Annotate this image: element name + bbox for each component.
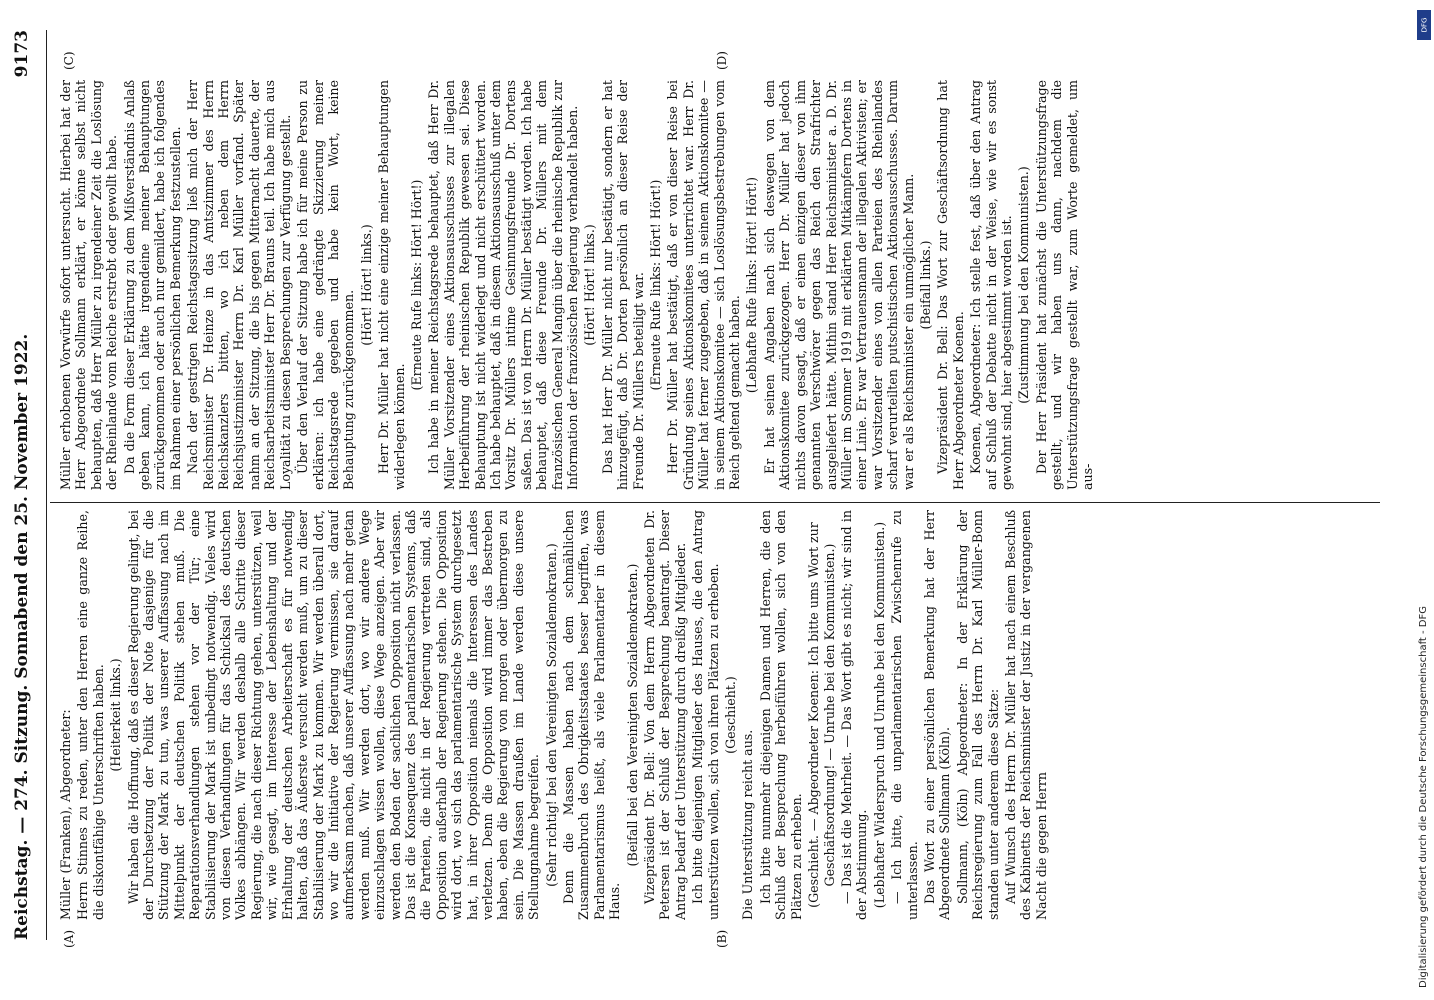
interjection: (Hört! Hört! links.) [582, 224, 598, 346]
interjection: (Lebhafter Widerspruch und Unruhe bei den Kommunisten.) [871, 521, 887, 909]
interjection: (Erneute Rufe links: Hört! Hört!) [408, 179, 424, 391]
paragraph: Herr Dr. Müller hat bestätigt, daß er von dieser Reise bei Gründung seines Aktionskomitees unterrichtet war. Herr Dr. Müller hat ferner zugegeben, daß in seinem Aktionskomitee — in seinem Aktionskomitee — sich Loslösungsbestrebungen vom Reich geltend gemacht haben. [665, 80, 743, 490]
interjection: (Zustimmung bei den Kommunisten.) [1016, 166, 1032, 404]
interjection: (Sehr richtig! bei den Vereinigten Sozialdemokraten.) [543, 543, 559, 887]
interjection: (Beifall bei den Vereinigten Sozialdemokraten.) [624, 563, 640, 867]
paragraph: Sollmann, (Köln) Abgeordneter: In der Erklärung der Reichsregierung zum Fall des Herrn Dr. Karl Müller-Bonn standen unter anderem diese Sätze: [954, 510, 1001, 920]
interjection: (Erneute Rufe links: Hört! Hört!) [648, 179, 664, 391]
paragraph: Er hat seinen Angaben nach sich deswegen von dem Aktionskomitee zurückgezogen. Herr Dr. Müller hat jedoch nichts davon gesagt, daß er einen einzigen dieser von ihm genannten Verschwörer gegen das Reich den Strafrichter ausgeliefert hätte. Mithin stand Herr Reichsminister a. D. Dr. Müller im Sommer 1919 mit erklärten Mitkämpfern Dortens in einer Linie. Er war Vertrauensmann der illegalen Aktivisten; er war Vorsitzender eines von allen Parteien des Rheinlandes scharf verurteilten putschistischen Aktionsausschusses. Darum war er als Reichsminister ein unmöglicher Mann. [761, 80, 916, 490]
interjection: (Geschieht.) [723, 676, 739, 754]
margin-letter-d: (D) [715, 51, 729, 70]
paragraph: Das hat Herr Dr. Müller nicht nur bestätigt, sondern er hat hinzugefügt, daß Dr. Dorten persönlich an dieser Reise der Freunde Dr. Müllers beteiligt war. [599, 80, 646, 490]
paragraph: Auf Wunsch des Herrn Dr. Müller hat nach einem Beschluß des Kabinetts der Reichsminister der Justiz in der vergangenen Nacht die gegen Herrn [1002, 510, 1049, 920]
paragraph: Herrn Stinnes zu reden, unter den Herren eine ganze Reihe, die diskontfähige Unterschriften haben. [75, 510, 106, 920]
paragraph: Koenen, Abgeordneter: Ich stelle fest, daß über den Antrag auf Schluß der Debatte nicht in der Weise, wie wir es sonst gewohnt sind, hier abgestimmt worden ist. [968, 80, 1014, 490]
paragraph: Die Unterstützung reicht aus. [740, 729, 756, 920]
interjection: (Heiterkeit links.) [108, 658, 124, 772]
digitization-note [1418, 8, 1432, 992]
page-number: 9173 [12, 30, 32, 78]
speaker-line: Müller (Franken), Abgeordneter: [58, 709, 73, 920]
paragraph: Wir haben die Hoffnung, daß es dieser Regierung gelingt, bei der Durchsetzung der Politik der Note dasjenige für die Stützung der Mark zu tun, was unserer Auffassung nach im Mittelpunkt der deutschen Politik stehen muß. Die Reparationsverhandlungen stehen vor der Tür; eine Stabilisierung der Mark ist unbedingt notwendig. Vieles wird von diesen Verhandlungen für das Schicksal des deutschen Volkes abhängen. Wir werden deshalb alle Schritte dieser Regierung, die nach dieser Richtung gehen, unterstützen, weil wir, wie gesagt, im Interesse der Lebenshaltung und der Erhaltung der deutschen Arbeiterschaft es für notwendig halten, daß das Äußerste versucht werden muß, um zu dieser Stabilisierung der Mark zu kommen. Wir werden überall dort, wo wir die Initiative der Regierung vermissen, sie darauf aufmerksam machen, daß unserer Auffassung nach mehr getan werden muß. Wir werden dort, wo wir andere Wege einzuschlagen wissen wollen, diese Wege anzeigen. Aber wir werden den Boden der sachlichen Opposition nicht verlassen. Das ist die Konsequenz des parlamentarischen Systems, daß die Parteien, die nicht in der Regierung vertreten sind, als Opposition außerhalb der Regierung stehen. Die Opposition wird dort, wo sich das parlamentarische System durchgesetzt hat, in ihrer Opposition niemals die Interessen des Landes verletzen. Denn die Opposition wird immer das Bestreben haben, eben die Regierung von morgen oder übermorgen zu sein. Die Massen draußen im Lande werden diese unsere Stellungnahme begreifen. [125, 510, 542, 920]
paragraph: Ich bitte diejenigen Mitglieder des Hauses, die den Antrag unterstützen wollen, sich von ihren Plätzen zu erheben. [690, 510, 721, 920]
interjection: (Hört! Hört! links.) [358, 224, 374, 346]
paragraph: Vizepräsident Dr. Bell: Das Wort zur Geschäftsordnung hat Herr Abgeordneter Koenen. [935, 80, 966, 490]
paragraph: Vizepräsident Dr. Bell: Von dem Herrn Abgeordneten Dr. Petersen ist der Schluß der Besprechung beantragt. Dieser Antrag bedarf der Unterstützung durch dreißig Mitglieder. [642, 510, 688, 920]
paragraph: Über den Verlauf der Sitzung habe ich für meine Person zu erklären: ich habe eine gedrängte Skizzierung meiner Reichstagsrede gegeben und habe kein Wort, keine Behauptung zurückgenommen. [295, 80, 357, 490]
dfg-logo: DFG [1417, 10, 1431, 40]
paragraph: Der Herr Präsident hat zunächst die Unterstützungsfrage gestellt, und wir haben uns dann, nachdem die Unterstützungsfrage gestellt war, zum Worte gemeldet, um aus- [1033, 80, 1095, 490]
margin-letter-a: (A) [62, 929, 76, 948]
paragraph: Herr Dr. Müller hat nicht eine einzige meiner Behauptungen widerlegen können. [376, 80, 407, 490]
header-rule [46, 30, 47, 940]
page-header [12, 30, 42, 940]
paragraph: Ich bitte nunmehr diejenigen Damen und Herren, die den Schluß der Besprechung herbeiführen wollen, sich von den Plätzen zu erheben. [757, 510, 804, 920]
text-column-left [58, 510, 1382, 920]
paragraph: Müller erhobenen Vorwürfe sofort untersucht. Hierbei hat der Herr Abgeordnete Sollmann erklärt, er könne selbst nicht behaupten, daß Herr Müller zu irgendeiner Zeit die Loslösung der Rheinlande vom Reiche erstrebt oder gewollt habe. [58, 80, 120, 490]
interjection: (Lebhafte Rufe links: Hört! Hört!) [744, 176, 760, 394]
paragraph: — Das ist die Mehrheit. — Das Wort gibt es nicht; wir sind in der Abstimmung. [838, 510, 870, 920]
paragraph: Denn die Massen haben nach dem schmählichen Zusammenbruch des Obrigkeitsstaates besser begriffen, was Parlamentarismus heißt, als viele Parlamentarier in diesem Haus. [561, 510, 623, 920]
paragraph: Da die Form dieser Erklärung zu dem Mißverständnis Anlaß geben kann, ich hätte irgendeine meiner Behauptungen zurückgenommen oder auch nur gemildert, habe ich folgendes im Rahmen einer persönlichen Bemerkung festzustellen. [121, 80, 183, 490]
paragraph: — Ich bitte, die unparlamentarischen Zwischenrufe zu unterlassen. [889, 510, 920, 920]
margin-letter-c: (C) [62, 51, 76, 70]
interjection: (Beifall links.) [917, 240, 933, 330]
text-column-right [58, 80, 1382, 490]
interjection: (Geschieht. — Abgeordneter Koenen: Ich bitte ums Wort zur Geschäftsordnung! — Unruhe bei den Kommunisten.) [806, 522, 837, 908]
paragraph: Ich habe in meiner Reichstagsrede behauptet, daß Herr Dr. Müller Vorsitzender eines Aktionsausschusses zur illegalen Herbeiführung der rheinischen Republik gewesen sei. Diese Behauptung ist nicht widerlegt und nicht erschüttert worden. Ich habe behauptet, daß in diesem Aktionsausschuß unter dem Vorsitz Dr. Müllers intime Gesinnungsfreunde Dr. Dortens saßen. Das ist von Herrn Dr. Müller bestätigt worden. Ich habe behauptet, daß diese Freunde Dr. Müllers mit dem französischen General Mangin über die rheinische Republik zur Information der französischen Regierung verhandelt haben. [426, 80, 580, 490]
column-divider [50, 502, 1380, 503]
running-head: Reichstag. — 274. Sitzung. Sonnabend den 25. November 1922. [12, 333, 32, 940]
paragraph: Das Wort zu einer persönlichen Bemerkung hat der Herr Abgeordnete Sollmann (Köln). [921, 510, 953, 920]
digitization-note-text: Digitalisierung gefördert durch die Deutsche Forschungsgemeinschaft - DFG [1418, 605, 1429, 988]
margin-letter-b: (B) [715, 929, 729, 948]
paragraph: Nach der gestrigen Reichstagssitzung ließ mich der Herr Reichsminister Dr. Heinze in das Amtszimmer des Herrn Reichskanzlers bitten, wo ich neben dem Herrn Reichsjustizminister Herrn Dr. Karl Müller vorfand. Später nahm an der Sitzung, die bis gegen Mitternacht dauerte, der Reichsarbeitsminister Herr Dr. Brauns teil. Ich habe mich aus Loyalität zu diesen Besprechungen zur Verfügung gestellt. [185, 80, 293, 490]
